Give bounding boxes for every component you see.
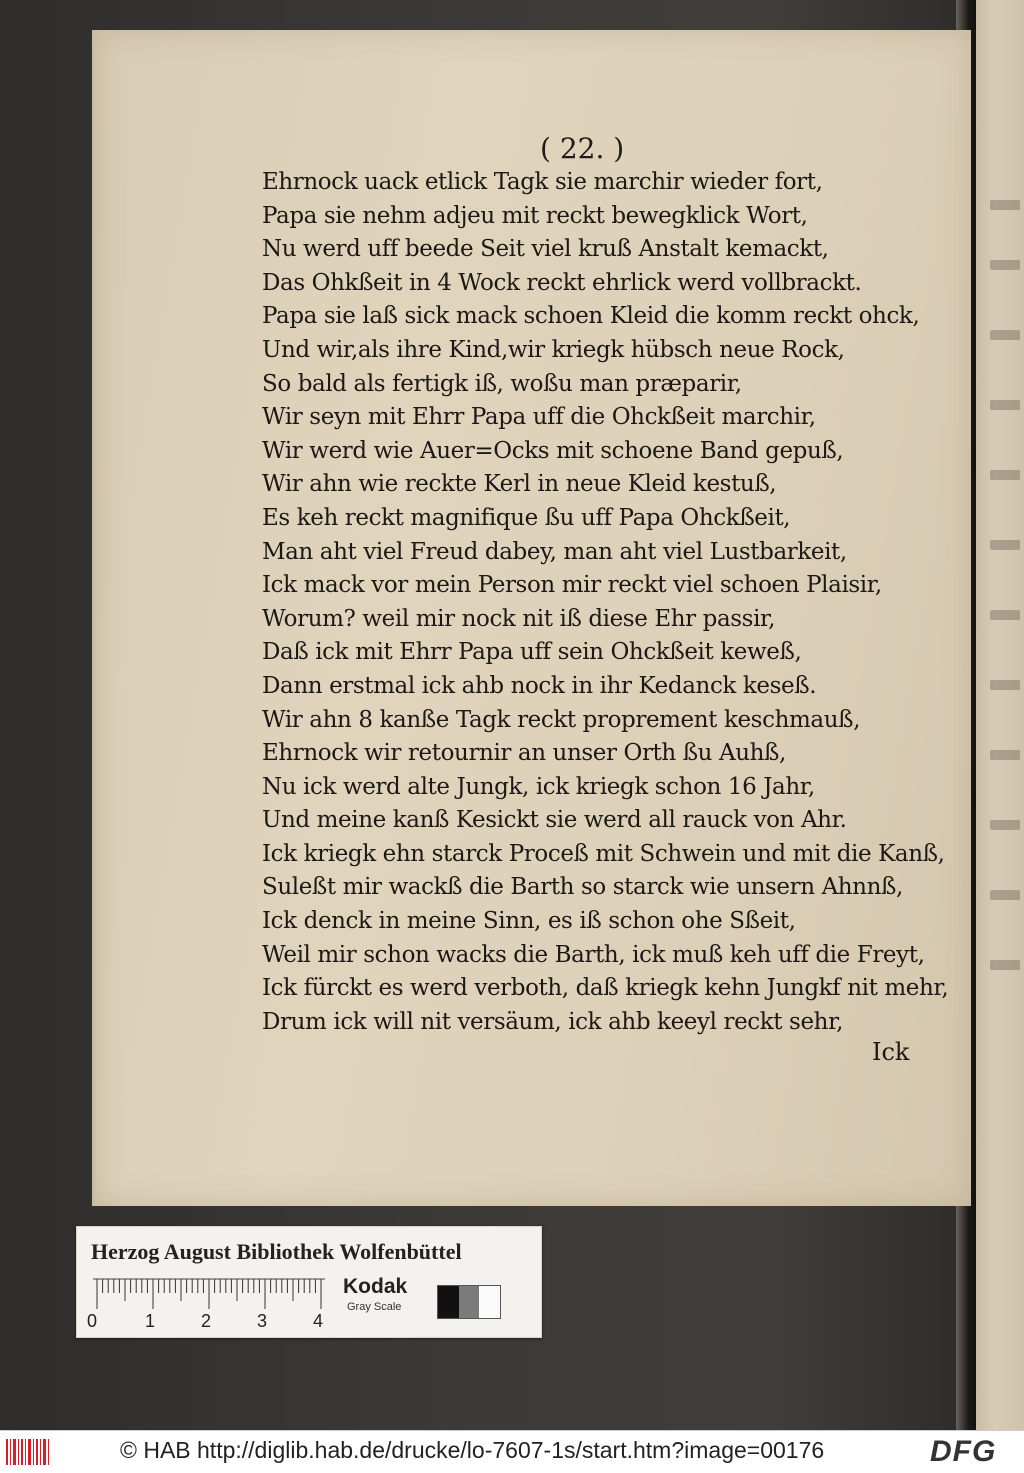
text-line: Daß ick mit Ehrr Papa uff sein Ohckßeit keweß, — [262, 639, 802, 666]
catchword: Ick — [872, 1038, 910, 1066]
ruler-number: 3 — [257, 1311, 268, 1331]
adjacent-page-ink — [990, 540, 1020, 550]
adjacent-page-ink — [990, 750, 1020, 760]
kodak-subtitle: Gray Scale — [347, 1301, 402, 1313]
gray-scale-patches — [437, 1285, 501, 1319]
text-line: Ick fürckt es werd verboth, daß kriegk kehn Jungkf nit mehr, — [262, 975, 949, 1002]
text-line: Nu werd uff beede Seit viel kruß Anstalt kemackt, — [262, 236, 829, 263]
adjacent-page-ink — [990, 330, 1020, 340]
text-line: Drum ick will nit versäum, ick ahb keeyl reckt sehr, — [262, 1008, 844, 1035]
text-line: Ick mack vor mein Person mir reckt viel schoen Plaisir, — [262, 572, 882, 599]
text-line: So bald als fertigk iß, woßu man præparir, — [262, 370, 742, 397]
text-line: Man aht viel Freud dabey, man aht viel Lustbarkeit, — [262, 538, 847, 565]
adjacent-page-ink — [990, 960, 1020, 970]
ruler-number: 2 — [201, 1311, 212, 1331]
adjacent-page-ink — [990, 470, 1020, 480]
library-label — [76, 1226, 542, 1338]
text-line: Ick denck in meine Sinn, es iß schon ohe Sßeit, — [262, 908, 796, 935]
text-line: Wir seyn mit Ehrr Papa uff die Ohckßeit marchir, — [262, 404, 816, 431]
text-line: Papa sie nehm adjeu mit reckt bewegklick Wort, — [262, 202, 808, 229]
text-line: Papa sie laß sick mack schoen Kleid die komm reckt ohck, — [262, 303, 920, 330]
dfg-logo: DFG — [930, 1435, 997, 1468]
text-line: Wir ahn 8 kanße Tagk reckt proprement keschmauß, — [262, 706, 860, 733]
page-text — [262, 166, 952, 1039]
kodak-brand: Kodak — [343, 1275, 408, 1298]
ruler-numbers — [85, 1311, 345, 1335]
adjacent-page-ink — [990, 680, 1020, 690]
text-line: Suleßt mir wackß die Barth so starck wie unsern Ahnnß, — [262, 874, 903, 901]
adjacent-page-ink — [990, 610, 1020, 620]
page-number: ( 22. ) — [540, 132, 625, 165]
text-line: Und wir,als ihre Kind,wir kriegk hübsch neue Rock, — [262, 336, 845, 363]
text-line: Und meine kanß Kesickt sie werd all rauck von Ahr. — [262, 807, 847, 834]
adjacent-page-ink — [990, 260, 1020, 270]
barcode-icon — [6, 1437, 50, 1467]
adjacent-page-ink — [990, 400, 1020, 410]
copyright-link[interactable]: © HAB http://diglib.hab.de/drucke/lo-7607-1s/start.htm?image=00176 — [120, 1437, 825, 1463]
text-line: Wir ahn wie reckte Kerl in neue Kleid kestuß, — [262, 471, 777, 498]
footer-bar — [0, 1430, 1024, 1473]
adjacent-page-ink — [990, 890, 1020, 900]
library-name: Herzog August Bibliothek Wolfenbüttel — [91, 1239, 462, 1264]
text-line: Dann erstmal ick ahb nock in ihr Kedanck keseß. — [262, 672, 817, 699]
text-line: Ehrnock uack etlick Tagk sie marchir wieder fort, — [262, 169, 823, 195]
adjacent-page-ink — [990, 200, 1020, 210]
gray-patch-mid — [459, 1286, 480, 1318]
adjacent-page-ink — [990, 820, 1020, 830]
text-line: Wir werd wie Auer=Ocks mit schoene Band gepuß, — [262, 437, 844, 464]
adjacent-page-edge — [976, 0, 1024, 1430]
gray-patch-white — [479, 1286, 500, 1318]
text-line: Es keh reckt magnifique ßu uff Papa Ohckßeit, — [262, 504, 791, 531]
text-line: Ick kriegk ehn starck Proceß mit Schwein und mit die Kanß, — [262, 840, 945, 867]
text-line: Worum? weil mir nock nit iß diese Ehr passir, — [262, 605, 776, 632]
text-line: Nu ick werd alte Jungk, ick kriegk schon 16 Jahr, — [262, 773, 815, 800]
ruler-number: 4 — [313, 1311, 324, 1331]
text-line: Das Ohkßeit in 4 Wock reckt ehrlick werd vollbrackt. — [262, 269, 862, 296]
text-line: Ehrnock wir retournir an unser Orth ßu Auhß, — [262, 740, 786, 767]
gray-patch-black — [438, 1286, 459, 1318]
text-line: Weil mir schon wacks die Barth, ick muß keh uff die Freyt, — [262, 941, 925, 968]
ruler-number: 1 — [145, 1311, 156, 1331]
ruler-number: 0 — [87, 1311, 98, 1331]
